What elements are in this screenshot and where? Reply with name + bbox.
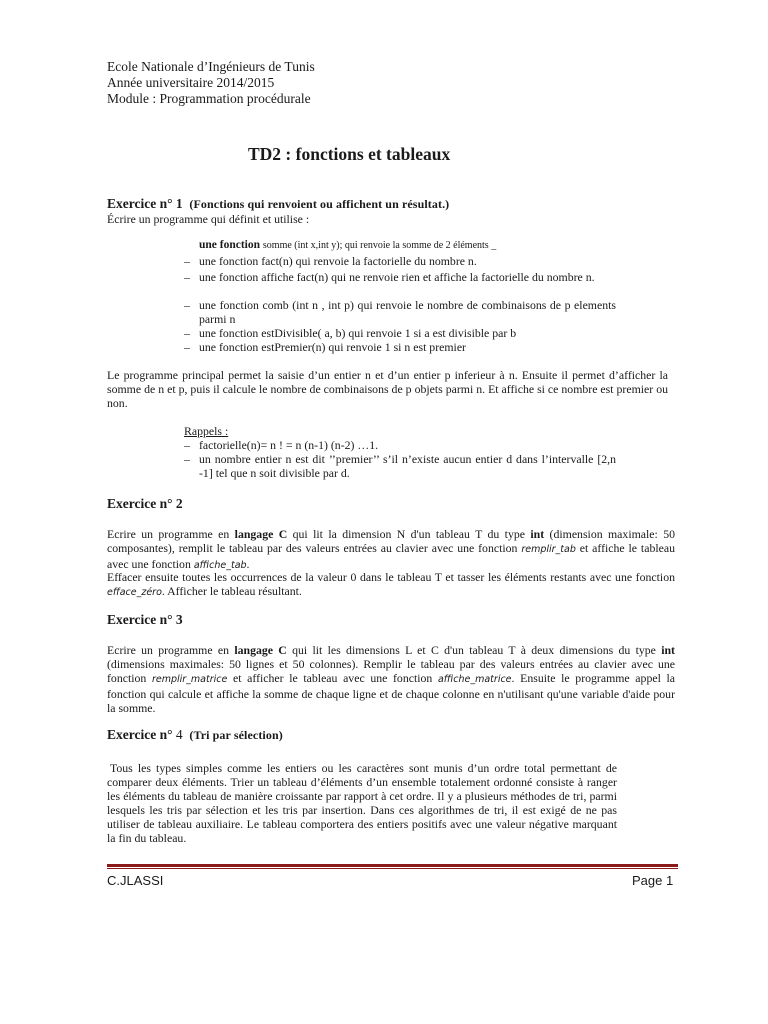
document-header (107, 59, 315, 107)
exercise-3-heading: Exercice n° 3 (107, 612, 183, 627)
footer-rule-thin (107, 868, 678, 869)
exercise-1-heading (107, 196, 449, 212)
fn-affiche-tab: affiche_tab (193, 560, 247, 571)
page-title: TD2 : fonctions et tableaux (248, 144, 451, 164)
exercise-1-item-5: – une fonction estPremier(n) qui renvoie 1 si n est premier (184, 340, 466, 354)
exercise-1-paragraph: Le programme principal permet la saisie d’un entier n et d’un entier p inferieur à n. Ensuite il permet d’afficher la somme de n et p, puis il calcule le nombre de combinaisons de p objets parmi n. Et affiche si ce nombre est premier ou non. (107, 368, 668, 410)
school-name: Ecole Nationale d’Ingénieurs de Tunis (107, 59, 315, 74)
exercise-4-paragraph: Tous les types simples comme les entiers ou les caractères sont munis d’un ordre total permettant de comparer deux éléments. Trier un tableau d’éléments d’un ensemble totalement ordonné consiste à ranger les éléments du tableau de manière croissante par rapport à cet ordre. Il y a plusieurs méthodes de tri, parmi lesquels les tris par sélection et les tris par insertion. Dans ces algorithmes de tri, il est exigé de ne pas utiliser de tableau auxiliaire. Le tableau comportera des entiers positifs avec une valeur négative marquant la fin du tableau. (107, 761, 617, 845)
item-0-rest: somme (int x,int y); qui renvoie la somme de 2 éléments _ (262, 240, 497, 251)
footer-rule-thick (107, 864, 678, 867)
fn-efface-zero: efface_zéro (107, 587, 162, 598)
exercise-1-label: Exercice n° 1 (107, 196, 183, 211)
exercise-3-paragraph: Ecrire un programme en langage C qui lit les dimensions L et C d'un tableau T à deux dimensions du type int (dimensions maximales: 50 lignes et 50 colonnes). Remplir le tableau par des valeurs entrées au clavier avec une fonction remplir_matrice et afficher le tableau avec une fonction affiche_matrice. Ensuite le programme appel la fonction qui calcule et affiche la somme de chaque ligne et de chaque colonne en n'utilisant qu'une variable d'aide pour la somme. (107, 643, 676, 715)
item-0-bold: une fonction (199, 239, 261, 251)
academic-year: Année universitaire 2014/2015 (107, 75, 275, 90)
exercise-1-item-3: – une fonction comb (int n , int p) qui renvoie le nombre de combinaisons de p elements parmi n (184, 298, 616, 326)
exercise-1-subtitle: (Fonctions qui renvoient ou affichent un résultat.) (189, 197, 450, 211)
exercise-4-heading: Exercice n° 4 (Tri par sélection) (107, 727, 283, 742)
module-name: Module : Programmation procédurale (107, 91, 311, 106)
footer-page-number: Page 1 (632, 873, 674, 888)
footer-author: C.JLASSI (107, 873, 164, 888)
exercise-1-item-4: – une fonction estDivisible( a, b) qui renvoie 1 si a est divisible par b (184, 326, 517, 340)
exercise-2-paragraph-2: Effacer ensuite toutes les occurrences de la valeur 0 dans le tableau T et tasser les éléments restants avec une fonction efface_zéro. Afficher le tableau résultant. (107, 570, 675, 598)
rappel-item-1: – factorielle(n)= n ! = n (n-1) (n-2) …1. (184, 438, 379, 452)
fn-remplir-tab: remplir_tab (521, 544, 576, 555)
rappel-item-2: – un nombre entier n est dit ’’premier’’ s’il n’existe aucun entier d dans l’intervalle [2,n -1] tel que n soit divisible par d. (184, 452, 616, 480)
fn-affiche-matrice: affiche_matrice (437, 674, 512, 685)
fn-remplir-matrice: remplir_matrice (151, 674, 228, 685)
exercise-4-subtitle: (Tri par sélection) (189, 728, 283, 742)
exercise-1-item-1: – une fonction fact(n) qui renvoie la factorielle du nombre n. (184, 254, 477, 268)
exercise-1-intro: Écrire un programme qui définit et utilise : (107, 212, 310, 226)
exercise-1-item-0 (199, 238, 619, 253)
exercise-2-paragraph-1: Ecrire un programme en langage C qui lit la dimension N d'un tableau T du type int (dimension maximale: 50 composantes), remplit le tableau par des valeurs entrées au clavier avec une fonction remplir_tab et affiche le tableau avec une fonction affiche_tab. (107, 527, 675, 571)
exercise-1-item-2: – une fonction affiche fact(n) qui ne renvoie rien et affiche la factorielle du nombre n. (184, 270, 595, 284)
exercise-2-heading: Exercice n° 2 (107, 496, 183, 511)
rappels-label: Rappels : (184, 424, 229, 438)
